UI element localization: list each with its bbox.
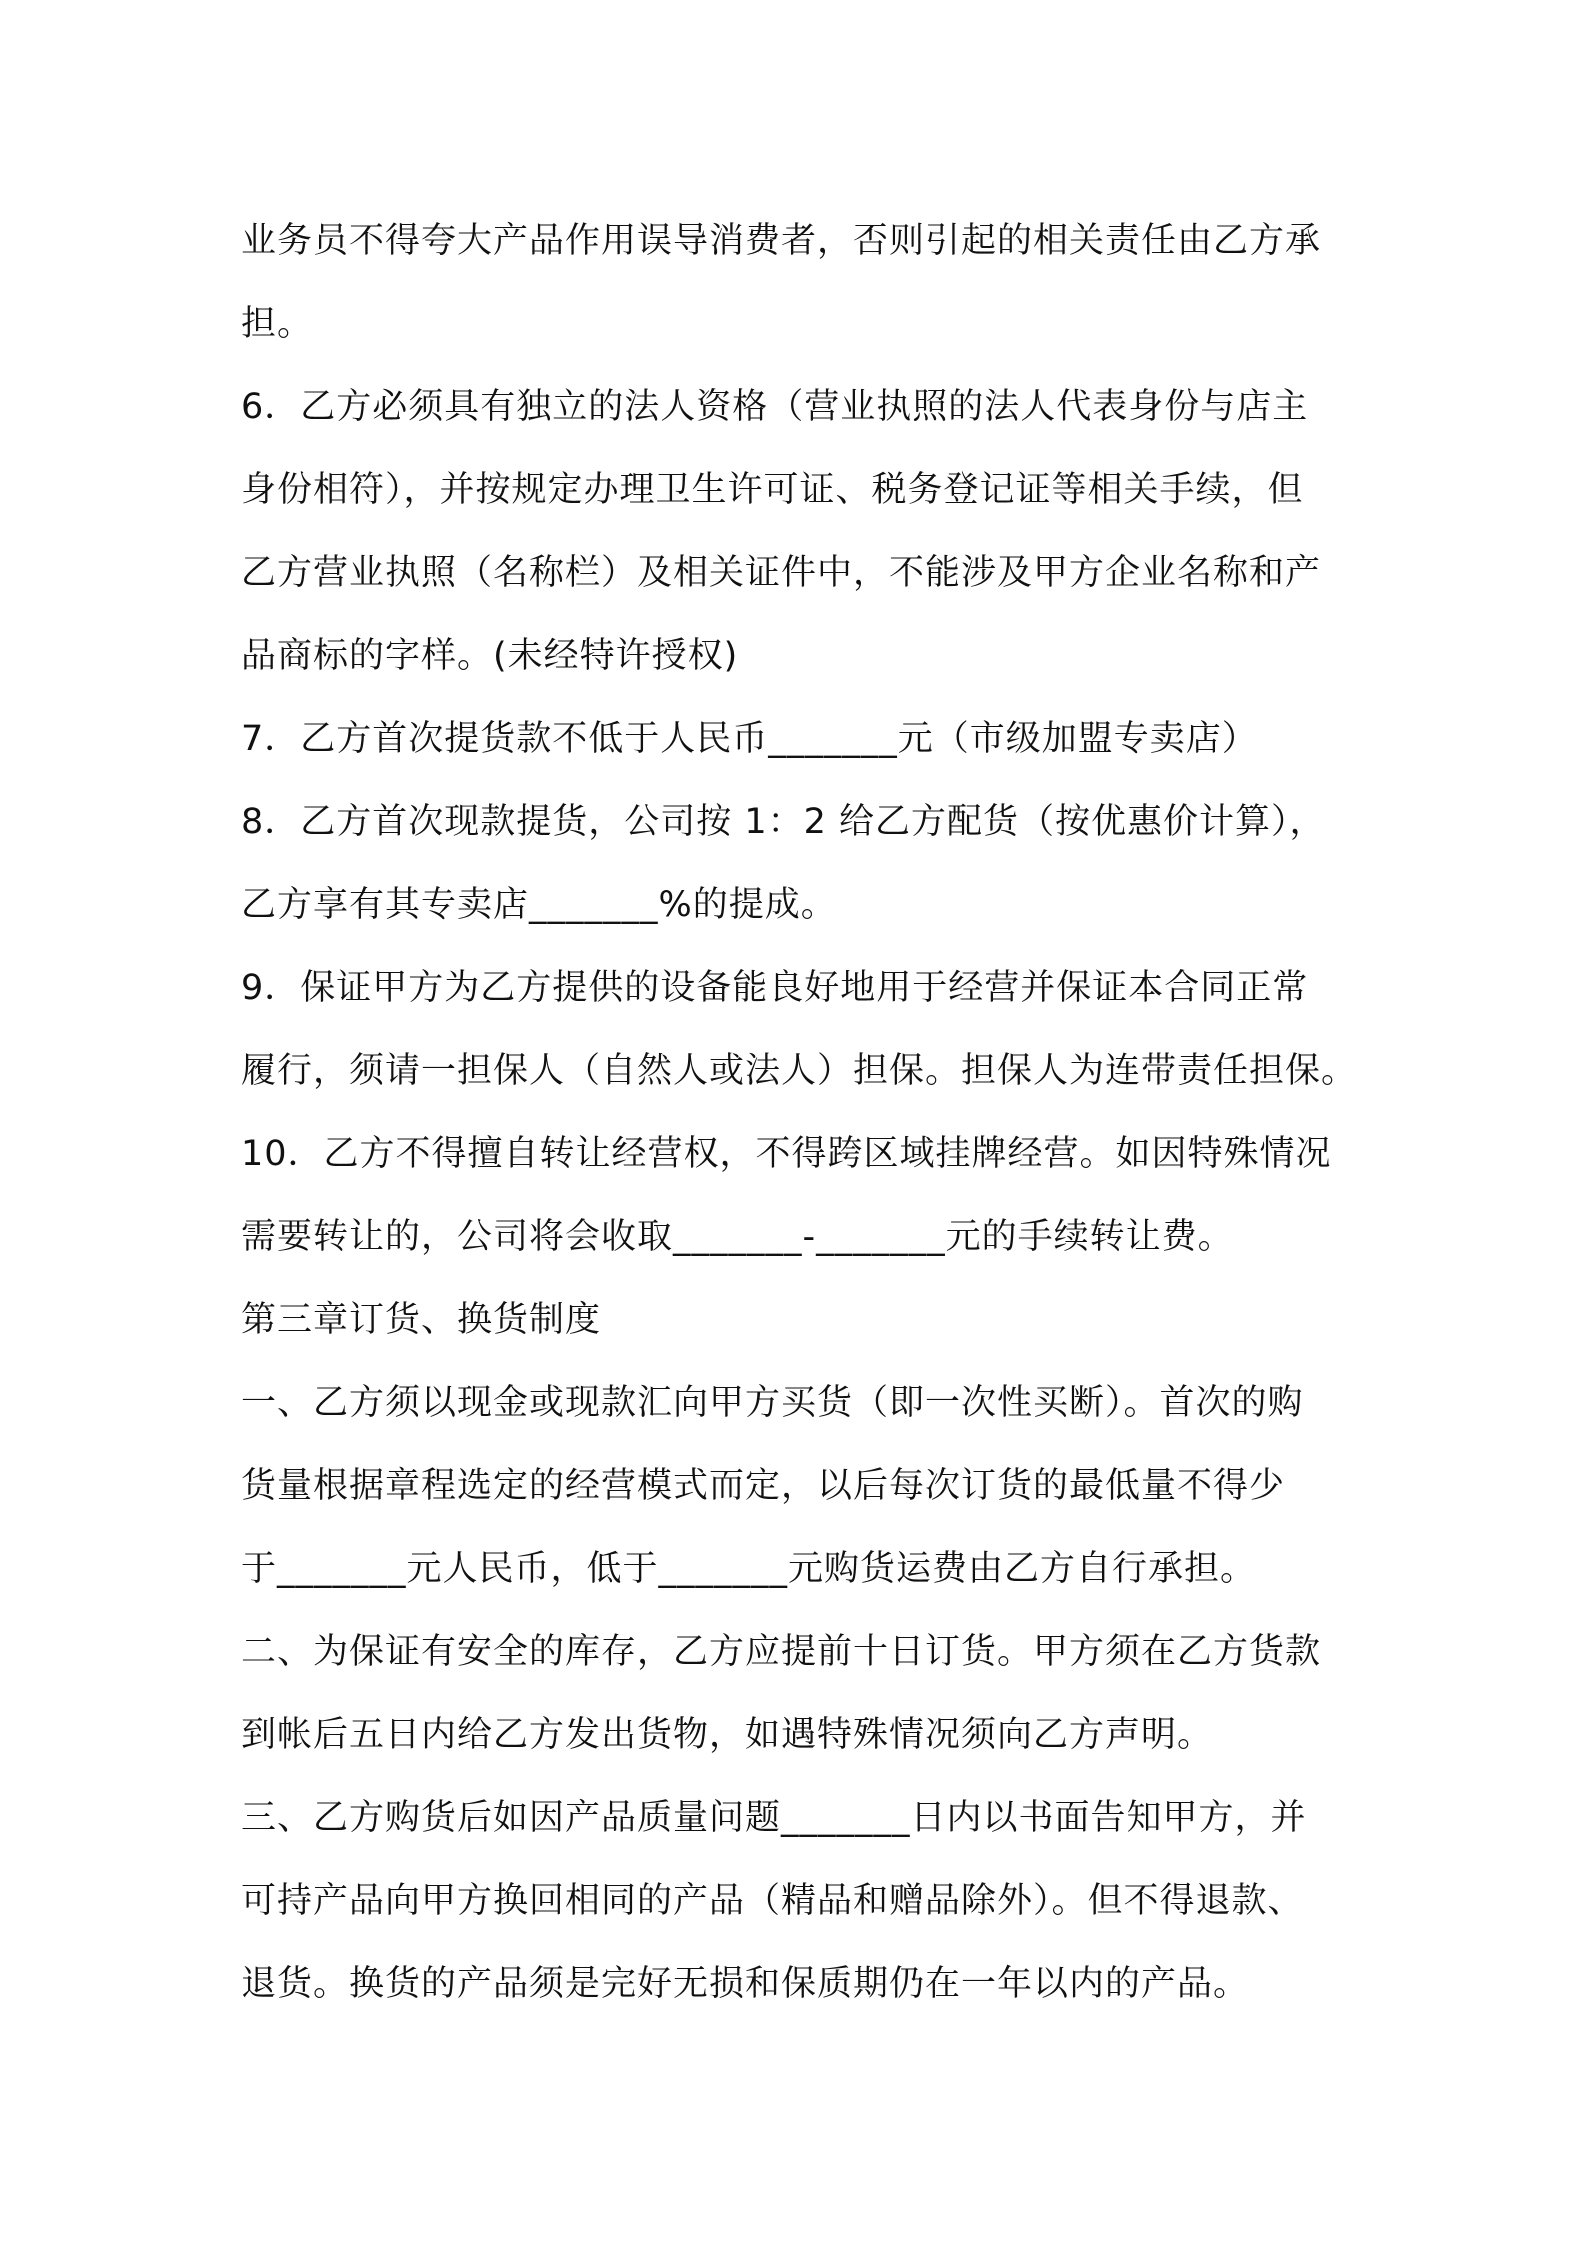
text-line: 于_______元人民币，低于_______元购货运费由乙方自行承担。 — [241, 1549, 1257, 1589]
text-line: 一、乙方须以现金或现款汇向甲方买货（即一次性买断）。首次的购 — [241, 1383, 1304, 1423]
text-line: 可持产品向甲方换回相同的产品（精品和赠品除外）。但不得退款、 — [241, 1881, 1304, 1921]
text-line: 8．乙方首次现款提货，公司按 1：2 给乙方配货（按优惠价计算）， — [241, 802, 1326, 842]
text-line: 履行，须请一担保人（自然人或法人）担保。担保人为连带责任担保。 — [241, 1051, 1358, 1091]
text-line: 品商标的字样。(未经特许授权) — [241, 636, 739, 676]
text-line: 10．乙方不得擅自转让经营权，不得跨区域挂牌经营。如因特殊情况 — [241, 1134, 1332, 1174]
text-line: 需要转让的，公司将会收取_______-_______元的手续转让费。 — [241, 1217, 1234, 1257]
text-line: 乙方营业执照（名称栏）及相关证件中，不能涉及甲方企业名称和产 — [241, 553, 1322, 593]
document-body — [241, 200, 1358, 2026]
text-line: 7．乙方首次提货款不低于人民币_______元（市级加盟专卖店） — [241, 719, 1258, 759]
text-line: 三、乙方购货后如因产品质量问题_______日内以书面告知甲方，并 — [241, 1798, 1307, 1838]
text-line: 到帐后五日内给乙方发出货物，如遇特殊情况须向乙方声明。 — [241, 1715, 1214, 1755]
text-line: 二、为保证有安全的库存，乙方应提前十日订货。甲方须在乙方货款 — [241, 1632, 1322, 1672]
text-line: 业务员不得夸大产品作用误导消费者，否则引起的相关责任由乙方承 — [241, 221, 1322, 261]
text-line: 退货。换货的产品须是完好无损和保质期仍在一年以内的产品。 — [241, 1964, 1250, 2004]
text-line: 6．乙方必须具有独立的法人资格（营业执照的法人代表身份与店主 — [241, 387, 1309, 427]
text-line: 9．保证甲方为乙方提供的设备能良好地用于经营并保证本合同正常 — [241, 968, 1309, 1008]
text-line: 身份相符），并按规定办理卫生许可证、税务登记证等相关手续，但 — [241, 470, 1304, 510]
text-line: 担。 — [241, 304, 314, 344]
text-line: 货量根据章程选定的经营模式而定，以后每次订货的最低量不得少 — [241, 1466, 1286, 1506]
chapter-heading: 第三章订货、换货制度 — [241, 1300, 602, 1340]
text-line: 乙方享有其专卖店_______%的提成。 — [241, 885, 837, 925]
